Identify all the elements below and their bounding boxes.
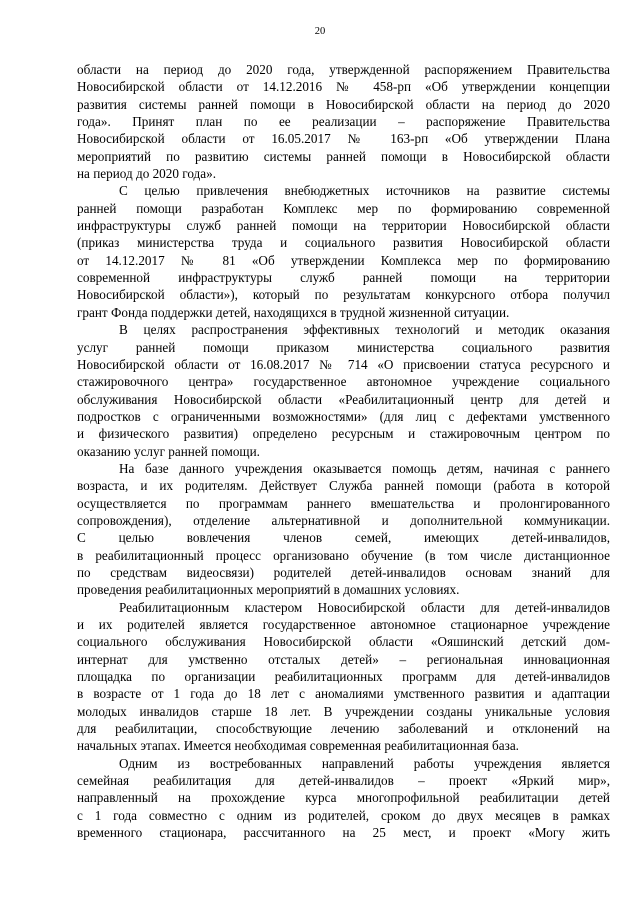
body-text [77,61,610,841]
text-line: в реабилитационный процесс организовано обучение (в том числе дистанционное [77,547,610,563]
text-line: обслуживания Новосибирской области «Реабилитационный центр для детей и [77,391,610,407]
text-line: для реабилитации, способствующие лечению заболеваний и отклонений на [77,721,610,737]
text-line: современной инфраструктуры служб ранней помощи на территории [77,270,610,286]
text-line: мероприятий по развитию системы ранней помощи в Новосибирской области [77,148,610,164]
paragraph [77,755,610,842]
text-line: Одним из востребованных направлений работы учреждения является [119,755,610,771]
text-line: грант Фонда поддержки детей, находящихся в трудной жизненной ситуации. [77,304,510,320]
text-line: сопровождения), отделение альтернативной и дополнительной коммуникации. [77,512,610,528]
text-line: Новосибирской области от 16.08.2017 № 714 «О присвоении статуса ресурсного и [77,356,610,372]
paragraph [77,321,610,460]
text-line: Новосибирской области от 16.05.2017 № 163-рп «Об утверждении Плана [77,131,610,147]
text-line: Новосибирской области»), который по результатам конкурсного отбора получил [77,287,610,303]
text-line: осуществляется по программам раннего вмешательства и пролонгированного [77,495,610,511]
text-line: на период до 2020 года». [77,166,217,182]
text-line: Реабилитационным кластером Новосибирской области для детей-инвалидов [119,599,610,615]
text-line: услуг ранней помощи приказом министерства социального развития [77,339,610,355]
text-line: и физического развития) определено ресурсным и стажировочным центром по [77,426,610,442]
page-number: 20 [314,26,326,37]
text-line: В целях распространения эффективных технологий и методик оказания [119,322,610,338]
text-line: развития системы ранней помощи в Новосибирской области на период до 2020 [77,96,610,112]
paragraph [77,61,610,182]
text-line: площадка по организации реабилитационных программ для детей-инвалидов [77,669,610,685]
paragraph [77,182,610,321]
text-line: интернат для умственно отсталых детей» – региональная инновационная [77,651,610,667]
text-line: в возрасте от 1 года до 18 лет с аномалиями умственного развития и адаптации [77,686,610,702]
text-line: направленный на прохождение курса многопрофильной реабилитации детей [77,790,610,806]
text-line: возраста, и их родителям. Действует Служба ранней помощи (работа в которой [77,478,610,494]
text-line: и их родителей является государственное автономное стационарное учреждение [77,617,610,632]
text-line: молодых инвалидов старше 18 лет. В учреждении созданы уникальные условия [77,703,610,719]
text-line: начальных этапах. Имеется необходимая современная реабилитационная база. [77,738,519,754]
text-line: стажировочного центра» государственное автономное учреждение социального [77,374,610,390]
text-line: С целью вовлечения членов семей, имеющих детей-инвалидов, [77,530,610,546]
text-line: от 14.12.2017 № 81 «Об утверждении Комплекса мер по формированию [77,252,610,268]
text-line: временного стационара, рассчитанного на 25 мест, и проект «Могу жить [77,825,610,841]
text-line: оказанию услуг ранней помощи. [77,443,260,459]
paragraph [77,460,610,599]
text-line: по средствам видеосвязи) родителей детей-инвалидов основам знаний для [77,564,610,580]
text-line: с 1 года совместно с одним из родителей, сроком до двух месяцев в рамках [77,807,610,823]
text-line: ранней помощи разработан Комплекс мер по формированию современной [77,200,610,216]
text-line: проведения реабилитационных мероприятий в домашних условиях. [77,582,460,598]
text-line: года». Принят план по ее реализации – распоряжение Правительства [77,114,610,130]
text-line: семейная реабилитация для детей-инвалидов – проект «Яркий мир», [77,773,610,789]
text-line: Новосибирской области от 14.12.2016 № 458-рп «Об утверждении концепции [77,79,610,95]
text-line: социального обслуживания Новосибирской области «Ояшинский детский дом- [77,634,610,650]
text-line: (приказ министерства труда и социального развития Новосибирской области [77,235,610,251]
text-line: подростков с ограниченными возможностями» (для лиц с дефектами умственного [77,408,610,424]
text-line: На базе данного учреждения оказывается помощь детям, начиная с раннего [119,460,610,476]
text-line: С целью привлечения внебюджетных источников на развитие системы [119,183,610,199]
paragraph [77,599,610,755]
text-line: инфраструктуры служб ранней помощи на территории Новосибирской области [77,218,610,234]
text-line: области на период до 2020 года, утвержденной распоряжением Правительства [77,62,610,77]
